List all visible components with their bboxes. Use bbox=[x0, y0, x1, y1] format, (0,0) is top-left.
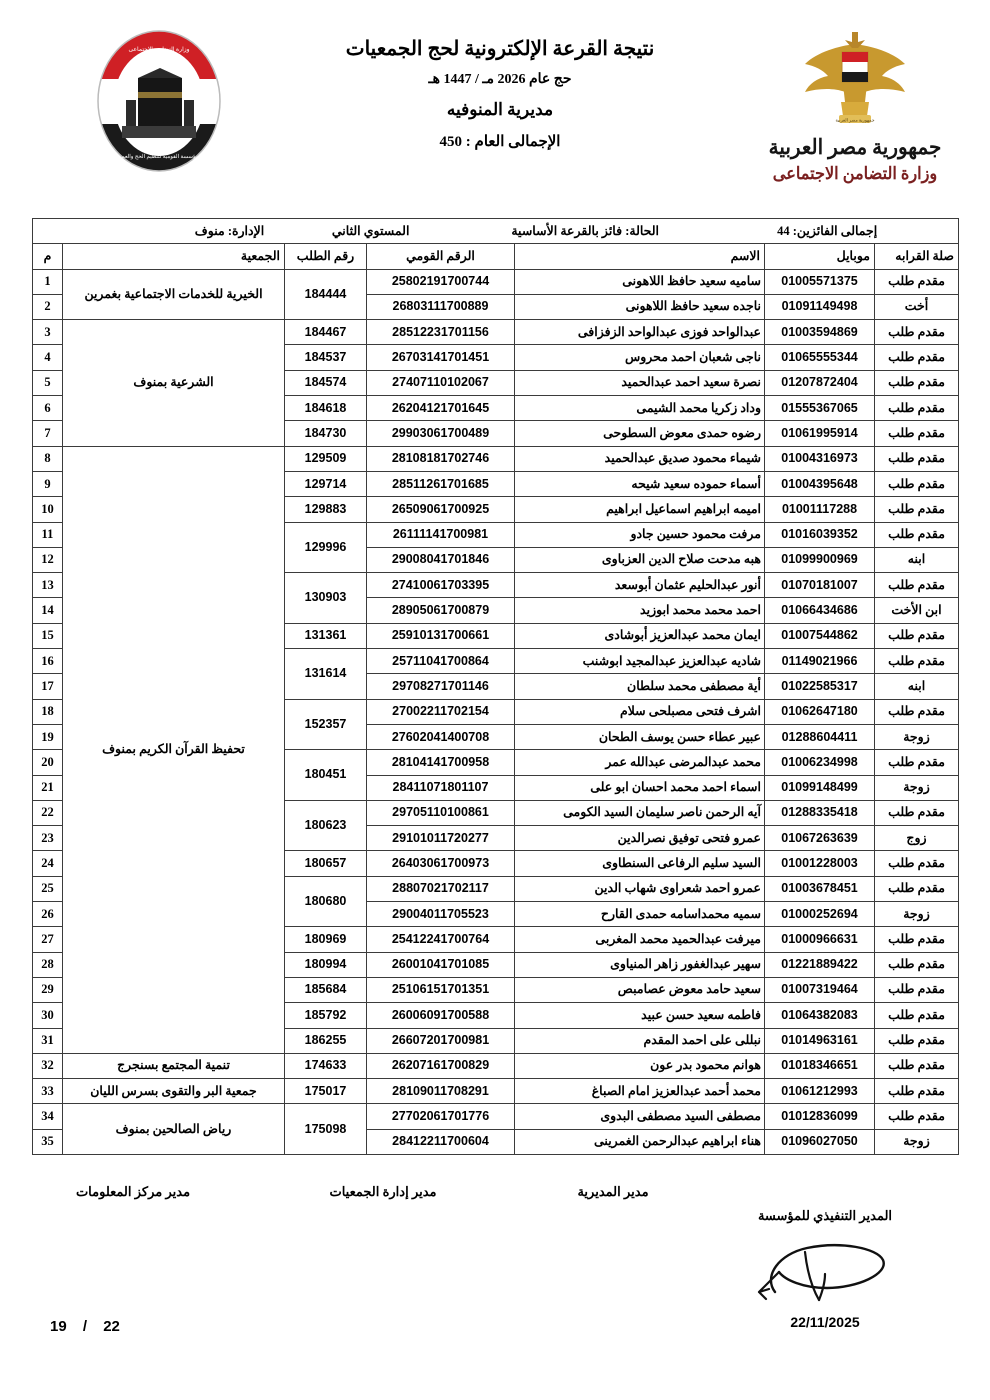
cell-national-id: 29004011705523 bbox=[367, 902, 515, 927]
title-grand-total: الإجمالى العام : 450 bbox=[439, 134, 561, 150]
cell-relation: مقدم طلب bbox=[875, 1003, 959, 1028]
cell-request-no: 180994 bbox=[285, 952, 367, 977]
col-header-relation: صلة القرابه bbox=[875, 244, 959, 269]
cell-serial: 31 bbox=[32, 1028, 62, 1053]
table-info-strip bbox=[32, 219, 958, 244]
title-year: حج عام 2026 مـ / 1447 هـ bbox=[428, 72, 572, 87]
handwritten-signature-icon bbox=[700, 1230, 950, 1310]
cell-name: عبدالواحد فوزى عبدالواحد الزفزافى bbox=[515, 320, 765, 345]
cell-national-id: 26607201700981 bbox=[367, 1028, 515, 1053]
table-row bbox=[32, 320, 958, 345]
cell-gamaia: رياض الصالحين بمنوف bbox=[63, 1104, 285, 1155]
cell-mobile: 01288335418 bbox=[765, 800, 875, 825]
cell-mobile: 01001228003 bbox=[765, 851, 875, 876]
cell-relation: مقدم طلب bbox=[875, 269, 959, 294]
cell-request-no: 184730 bbox=[285, 421, 367, 446]
cell-name: عبير عطاء حسن يوسف الطحان bbox=[515, 724, 765, 749]
cell-relation: مقدم طلب bbox=[875, 446, 959, 471]
cell-gamaia: تحفيظ القرآن الكريم بمنوف bbox=[63, 446, 285, 1053]
cell-mobile: 01070181007 bbox=[765, 573, 875, 598]
cell-mobile: 01091149498 bbox=[765, 294, 875, 319]
cell-national-id: 27407110102067 bbox=[367, 370, 515, 395]
cell-relation: مقدم طلب bbox=[875, 952, 959, 977]
cell-national-id: 28511261701685 bbox=[367, 471, 515, 496]
cell-mobile: 01004395648 bbox=[765, 471, 875, 496]
cell-relation: مقدم طلب bbox=[875, 522, 959, 547]
col-header-serial: م bbox=[32, 244, 62, 269]
document-header bbox=[0, 0, 990, 195]
cell-relation: مقدم طلب bbox=[875, 396, 959, 421]
cell-relation: مقدم طلب bbox=[875, 1028, 959, 1053]
cell-mobile: 01003678451 bbox=[765, 876, 875, 901]
cell-mobile: 01007319464 bbox=[765, 977, 875, 1002]
cell-request-no: 129883 bbox=[285, 497, 367, 522]
cell-mobile: 01064382083 bbox=[765, 1003, 875, 1028]
cell-serial: 15 bbox=[32, 623, 62, 648]
cell-mobile: 01004316973 bbox=[765, 446, 875, 471]
cell-gamaia: الشرعية بمنوف bbox=[63, 320, 285, 446]
cell-mobile: 01096027050 bbox=[765, 1129, 875, 1154]
cell-name: ساميه سعيد حافظ اللاهونى bbox=[515, 269, 765, 294]
cell-request-no: 174633 bbox=[285, 1053, 367, 1078]
cell-mobile: 01007544862 bbox=[765, 623, 875, 648]
cell-name: مرفت محمود حسين جادو bbox=[515, 522, 765, 547]
eagle-of-saladin-icon bbox=[795, 26, 915, 131]
cell-relation: مقدم طلب bbox=[875, 750, 959, 775]
col-header-gamaia: الجمعية bbox=[63, 244, 285, 269]
cell-serial: 1 bbox=[32, 269, 62, 294]
cell-serial: 14 bbox=[32, 598, 62, 623]
page-separator: / bbox=[82, 1318, 88, 1335]
cell-national-id: 26509061700925 bbox=[367, 497, 515, 522]
cell-mobile: 01065555344 bbox=[765, 345, 875, 370]
cell-request-no: 184537 bbox=[285, 345, 367, 370]
cell-name: ميرفت عبدالحميد محمد المغربى bbox=[515, 927, 765, 952]
cell-serial: 35 bbox=[32, 1129, 62, 1154]
cell-national-id: 28109011708291 bbox=[367, 1079, 515, 1104]
cell-serial: 12 bbox=[32, 547, 62, 572]
cell-serial: 27 bbox=[32, 927, 62, 952]
cell-relation: ابنه bbox=[875, 547, 959, 572]
signature-row bbox=[33, 1184, 959, 1200]
cell-relation: ابن الأخت bbox=[875, 598, 959, 623]
svg-text:المؤسسة القومية لتنظيم الحج وا: المؤسسة القومية لتنظيم الحج والعمرة bbox=[115, 154, 203, 160]
cell-national-id: 26001041701085 bbox=[367, 952, 515, 977]
title-block bbox=[250, 36, 750, 151]
cell-serial: 10 bbox=[32, 497, 62, 522]
cell-name: فاطمه سعيد حسن عبيد bbox=[515, 1003, 765, 1028]
cell-relation: مقدم طلب bbox=[875, 1104, 959, 1129]
cell-national-id: 26703141701451 bbox=[367, 345, 515, 370]
cell-mobile: 01061212993 bbox=[765, 1079, 875, 1104]
cell-serial: 3 bbox=[32, 320, 62, 345]
cell-national-id: 25412241700764 bbox=[367, 927, 515, 952]
cell-mobile: 01067263639 bbox=[765, 826, 875, 851]
cell-serial: 24 bbox=[32, 851, 62, 876]
administration-value: منوف bbox=[194, 223, 225, 238]
cell-name: رضوه حمدى معوض السطوحى bbox=[515, 421, 765, 446]
status-badge: فائز بالقرعة الأساسية bbox=[511, 223, 623, 238]
cell-mobile: 01000966631 bbox=[765, 927, 875, 952]
cell-national-id: 29101011720277 bbox=[367, 826, 515, 851]
cell-request-no: 180451 bbox=[285, 750, 367, 801]
cell-request-no: 184444 bbox=[285, 269, 367, 320]
col-header-national-id: الرقم القومي bbox=[367, 244, 515, 269]
cell-name: محمد أحمد عبدالعزيز امام الصباغ bbox=[515, 1079, 765, 1104]
cell-relation: مقدم طلب bbox=[875, 699, 959, 724]
cell-name: اميمه ابراهيم اسماعيل ابراهيم bbox=[515, 497, 765, 522]
cell-serial: 30 bbox=[32, 1003, 62, 1028]
col-header-request-no: رقم الطلب bbox=[285, 244, 367, 269]
cell-relation: مقدم طلب bbox=[875, 649, 959, 674]
cell-serial: 11 bbox=[32, 522, 62, 547]
cell-name: سعيد حامد معوض عصامبص bbox=[515, 977, 765, 1002]
cell-national-id: 26204121701645 bbox=[367, 396, 515, 421]
cell-national-id: 25711041700864 bbox=[367, 649, 515, 674]
cell-relation: مقدم طلب bbox=[875, 1053, 959, 1078]
page-total: 22 bbox=[103, 1318, 120, 1335]
executive-director-block bbox=[700, 1208, 950, 1330]
cell-request-no: 130903 bbox=[285, 573, 367, 624]
cell-national-id: 28905061700879 bbox=[367, 598, 515, 623]
cell-national-id: 26403061700973 bbox=[367, 851, 515, 876]
table-header-row bbox=[32, 244, 958, 269]
cell-mobile: 01221889422 bbox=[765, 952, 875, 977]
cell-national-id: 29008041701846 bbox=[367, 547, 515, 572]
cell-serial: 28 bbox=[32, 952, 62, 977]
cell-name: آيه الرحمن ناصر سليمان السيد الكومى bbox=[515, 800, 765, 825]
cell-relation: مقدم طلب bbox=[875, 497, 959, 522]
cell-request-no: 152357 bbox=[285, 699, 367, 750]
cell-serial: 25 bbox=[32, 876, 62, 901]
cell-relation: ابنه bbox=[875, 674, 959, 699]
cell-name: سهير عبدالغفور زاهر المنياوى bbox=[515, 952, 765, 977]
cell-national-id: 27410061703395 bbox=[367, 573, 515, 598]
cell-national-id: 28512231701156 bbox=[367, 320, 515, 345]
cell-relation: زوجة bbox=[875, 724, 959, 749]
signature-associations-admin: مدير إدارة الجمعيات bbox=[329, 1184, 437, 1199]
cell-request-no: 129509 bbox=[285, 446, 367, 471]
svg-text:جمهورية مصر العربية: جمهورية مصر العربية bbox=[835, 117, 875, 123]
administration-label: الإدارة: bbox=[227, 223, 265, 238]
table-row bbox=[32, 446, 958, 471]
cell-request-no: 129996 bbox=[285, 522, 367, 573]
cell-mobile: 01207872404 bbox=[765, 370, 875, 395]
cell-relation: مقدم طلب bbox=[875, 320, 959, 345]
cell-name: ايمان محمد عبدالعزيز أبوشادى bbox=[515, 623, 765, 648]
cell-serial: 22 bbox=[32, 800, 62, 825]
cell-serial: 29 bbox=[32, 977, 62, 1002]
winners-table bbox=[32, 218, 959, 1155]
cell-mobile: 01000252694 bbox=[765, 902, 875, 927]
level-value: المستوي الثاني bbox=[331, 223, 410, 238]
cell-name: شيماء محمود صديق عبدالحميد bbox=[515, 446, 765, 471]
cell-request-no: 184618 bbox=[285, 396, 367, 421]
emblem-country-label: جمهورية مصر العربية bbox=[768, 135, 942, 159]
cell-serial: 19 bbox=[32, 724, 62, 749]
svg-text:وزارة التضامن الاجتماعى: وزارة التضامن الاجتماعى bbox=[128, 47, 190, 53]
table-row bbox=[32, 269, 958, 294]
cell-serial: 20 bbox=[32, 750, 62, 775]
cell-serial: 6 bbox=[32, 396, 62, 421]
cell-name: عمرو احمد شعراوى شهاب الدين bbox=[515, 876, 765, 901]
cell-serial: 9 bbox=[32, 471, 62, 496]
cell-name: ناجده سعيد حافظ اللاهونى bbox=[515, 294, 765, 319]
winners-total-label: إجمالى الفائزين: bbox=[792, 223, 878, 238]
cell-relation: زوجة bbox=[875, 1129, 959, 1154]
cell-national-id: 29705110100861 bbox=[367, 800, 515, 825]
cell-relation: مقدم طلب bbox=[875, 800, 959, 825]
page-current: 19 bbox=[50, 1318, 67, 1335]
cell-mobile: 01003594869 bbox=[765, 320, 875, 345]
cell-relation: مقدم طلب bbox=[875, 370, 959, 395]
cell-request-no: 184467 bbox=[285, 320, 367, 345]
table-row bbox=[32, 1053, 958, 1078]
document-date: 22/11/2025 bbox=[790, 1314, 860, 1330]
cell-national-id: 28108181702746 bbox=[367, 446, 515, 471]
cell-name: اسماء احمد محمد احسان ابو على bbox=[515, 775, 765, 800]
cell-request-no: 186255 bbox=[285, 1028, 367, 1053]
cell-relation: مقدم طلب bbox=[875, 421, 959, 446]
cell-mobile: 01062647180 bbox=[765, 699, 875, 724]
cell-name: أية مصطفى محمد سلطان bbox=[515, 674, 765, 699]
cell-national-id: 25802191700744 bbox=[367, 269, 515, 294]
cell-serial: 23 bbox=[32, 826, 62, 851]
cell-national-id: 26207161700829 bbox=[367, 1053, 515, 1078]
cell-mobile: 01099900969 bbox=[765, 547, 875, 572]
cell-serial: 8 bbox=[32, 446, 62, 471]
cell-national-id: 28104141700958 bbox=[367, 750, 515, 775]
cell-serial: 7 bbox=[32, 421, 62, 446]
cell-relation: مقدم طلب bbox=[875, 977, 959, 1002]
cell-national-id: 28412211700604 bbox=[367, 1129, 515, 1154]
cell-name: شاديه عبدالعزيز عبدالمجيد ابوشنب bbox=[515, 649, 765, 674]
cell-mobile: 01288604411 bbox=[765, 724, 875, 749]
col-header-name: الاسم bbox=[515, 244, 765, 269]
winners-total-value: 44 bbox=[777, 223, 790, 238]
cell-mobile: 01149021966 bbox=[765, 649, 875, 674]
status-label: الحالة: bbox=[625, 223, 660, 238]
cell-national-id: 25106151701351 bbox=[367, 977, 515, 1002]
cell-name: نصرة سعيد احمد عبدالحميد bbox=[515, 370, 765, 395]
cell-national-id: 26111141700981 bbox=[367, 522, 515, 547]
national-emblem-block bbox=[740, 26, 970, 184]
cell-mobile: 01005571375 bbox=[765, 269, 875, 294]
cell-request-no: 175017 bbox=[285, 1079, 367, 1104]
cell-request-no: 175098 bbox=[285, 1104, 367, 1155]
cell-name: سميه محمداسامه حمدى القارح bbox=[515, 902, 765, 927]
cell-name: نبللى على احمد المقدم bbox=[515, 1028, 765, 1053]
cell-national-id: 27002211702154 bbox=[367, 699, 515, 724]
cell-serial: 4 bbox=[32, 345, 62, 370]
cell-name: اشرف فتحى مصبلحى سلام bbox=[515, 699, 765, 724]
cell-relation: مقدم طلب bbox=[875, 876, 959, 901]
cell-national-id: 27702061701776 bbox=[367, 1104, 515, 1129]
cell-gamaia: تنمية المجتمع بسنجرج bbox=[63, 1053, 285, 1078]
cell-relation: زوجة bbox=[875, 775, 959, 800]
cell-serial: 21 bbox=[32, 775, 62, 800]
cell-mobile: 01018346651 bbox=[765, 1053, 875, 1078]
cell-relation: مقدم طلب bbox=[875, 345, 959, 370]
cell-request-no: 185684 bbox=[285, 977, 367, 1002]
cell-mobile: 01022585317 bbox=[765, 674, 875, 699]
winners-table-wrap bbox=[33, 218, 959, 1155]
cell-national-id: 26006091700588 bbox=[367, 1003, 515, 1028]
cell-relation: مقدم طلب bbox=[875, 851, 959, 876]
cell-national-id: 27602041400708 bbox=[367, 724, 515, 749]
cell-relation: مقدم طلب bbox=[875, 927, 959, 952]
cell-serial: 18 bbox=[32, 699, 62, 724]
cell-national-id: 26803111700889 bbox=[367, 294, 515, 319]
cell-national-id: 29708271701146 bbox=[367, 674, 515, 699]
hajj-authority-logo-icon bbox=[86, 26, 232, 176]
cell-serial: 5 bbox=[32, 370, 62, 395]
cell-request-no: 180623 bbox=[285, 800, 367, 851]
cell-name: مصطفى السيد مصطفى البدوى bbox=[515, 1104, 765, 1129]
cell-serial: 17 bbox=[32, 674, 62, 699]
cell-request-no: 180680 bbox=[285, 876, 367, 927]
executive-director-label: المدير التنفيذي للمؤسسة bbox=[757, 1208, 893, 1223]
cell-mobile: 01006234998 bbox=[765, 750, 875, 775]
cell-relation: مقدم طلب bbox=[875, 471, 959, 496]
cell-national-id: 29903061700489 bbox=[367, 421, 515, 446]
cell-relation: أخت bbox=[875, 294, 959, 319]
cell-request-no: 180969 bbox=[285, 927, 367, 952]
table-row bbox=[32, 1079, 958, 1104]
cell-relation: زوج bbox=[875, 826, 959, 851]
cell-mobile: 01001117288 bbox=[765, 497, 875, 522]
cell-name: عمرو فتحى توفيق نصرالدين bbox=[515, 826, 765, 851]
cell-name: أنور عبدالحليم عثمان أبوسعد bbox=[515, 573, 765, 598]
cell-serial: 26 bbox=[32, 902, 62, 927]
cell-name: هناء ابراهيم عبدالرحمن الغمرينى bbox=[515, 1129, 765, 1154]
cell-mobile: 01555367065 bbox=[765, 396, 875, 421]
cell-mobile: 01012836099 bbox=[765, 1104, 875, 1129]
cell-name: ناجى شعبان احمد محروس bbox=[515, 345, 765, 370]
cell-name: محمد عبدالمرضى عبدالله عمر bbox=[515, 750, 765, 775]
page-title: نتيجة القرعة الإلكترونية لحج الجمعيات bbox=[345, 38, 655, 60]
cell-request-no: 185792 bbox=[285, 1003, 367, 1028]
cell-serial: 34 bbox=[32, 1104, 62, 1129]
cell-name: هبه مدحت صلاح الدين العزباوى bbox=[515, 547, 765, 572]
signature-info-center: مدير مركز المعلومات bbox=[75, 1184, 191, 1199]
cell-serial: 2 bbox=[32, 294, 62, 319]
cell-national-id: 28411071801107 bbox=[367, 775, 515, 800]
cell-relation: مقدم طلب bbox=[875, 573, 959, 598]
cell-request-no: 129714 bbox=[285, 471, 367, 496]
cell-name: وداد زكريا محمد الشيمى bbox=[515, 396, 765, 421]
cell-relation: زوجة bbox=[875, 902, 959, 927]
cell-name: السيد سليم الرفاعى السنطاوى bbox=[515, 851, 765, 876]
cell-gamaia: الخيرية للخدمات الاجتماعية بغمرين bbox=[63, 269, 285, 320]
table-row bbox=[32, 1104, 958, 1129]
cell-serial: 13 bbox=[32, 573, 62, 598]
page-number bbox=[44, 1318, 126, 1335]
cell-request-no: 184574 bbox=[285, 370, 367, 395]
cell-mobile: 01099148499 bbox=[765, 775, 875, 800]
cell-gamaia: جمعية البر والتقوى بسرس الليان bbox=[63, 1079, 285, 1104]
cell-request-no: 180657 bbox=[285, 851, 367, 876]
cell-serial: 33 bbox=[32, 1079, 62, 1104]
title-directorate: مديرية المنوفيه bbox=[446, 100, 554, 119]
cell-relation: مقدم طلب bbox=[875, 1079, 959, 1104]
cell-national-id: 25910131700661 bbox=[367, 623, 515, 648]
cell-mobile: 01066434686 bbox=[765, 598, 875, 623]
cell-name: هوانم محمود بدر عون bbox=[515, 1053, 765, 1078]
cell-mobile: 01014963161 bbox=[765, 1028, 875, 1053]
emblem-ministry-label: وزارة التضامن الاجتماعى bbox=[772, 164, 938, 183]
cell-request-no: 131614 bbox=[285, 649, 367, 700]
cell-name: أسماء حموده سعيد شيحه bbox=[515, 471, 765, 496]
cell-national-id: 28807021702117 bbox=[367, 876, 515, 901]
cell-mobile: 01016039352 bbox=[765, 522, 875, 547]
cell-relation: مقدم طلب bbox=[875, 623, 959, 648]
signature-directorate-manager: مدير المديرية bbox=[577, 1184, 649, 1199]
cell-mobile: 01061995914 bbox=[765, 421, 875, 446]
cell-serial: 16 bbox=[32, 649, 62, 674]
cell-request-no: 131361 bbox=[285, 623, 367, 648]
col-header-mobile: موبايل bbox=[765, 244, 875, 269]
cell-serial: 32 bbox=[32, 1053, 62, 1078]
cell-name: احمد محمد محمد ابوزيد bbox=[515, 598, 765, 623]
